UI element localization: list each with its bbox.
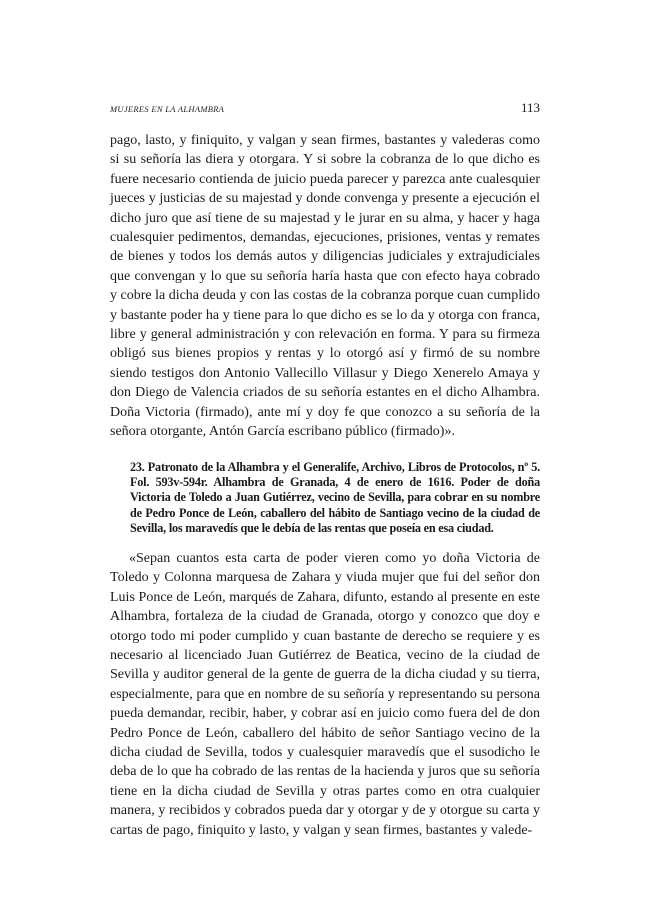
- running-header: [110, 100, 540, 116]
- running-header-title: MUJERES EN LA ALHAMBRA: [110, 104, 225, 114]
- continuation-paragraph-block: [110, 131, 540, 442]
- page-number: 113: [520, 100, 540, 115]
- continuation-paragraph: pago, lasto, y finiquito, y valgan y sean firmes, bastantes y valederas como si su señoría las diera y otorgara. Y si sobre la cobranza de lo que dicho es fuere necesario contienda de juicio pueda parecer y parezca ante cualesquier jueces y justicias de su majestad y donde convenga y presente a ejecución el dicho juro que así tiene de su majestad y le jurar en su alma, y hacer y haga cualesquier pedimentos, demandas, ejecuciones, prisiones, ventas y remates de bienes y todos los demás autos y diligencias judiciales y extrajudiciales que convengan y lo que su señoría haría hasta que con efecto haya cobrado y cobre la dicha deuda y con las costas de la cobranza porque cuan cumplido y bastante poder ha y tiene para lo que dicho es se lo da y otorga con franca, libre y general administración y con relevación en forma. Y para su firmeza obligó sus bienes propios y rentas y lo otorgó así y firmó de su nombre siendo testigos don Antonio Vallecillo Villasur y Diego Xenerelo Amaya y don Diego de Valencia criados de su señoría estantes en el dicho Alhambra. Doña Victoria (firmado), ante mí y doy fe que conozco a su señoría de la señora otorgante, Antón García escribano público (firmado)».: [110, 133, 540, 440]
- document-heading: 23. Patronato de la Alhambra y el Generalife, Archivo, Libros de Protocolos, nº 5. Fol. 593v-594r. Alhambra de Granada, 4 de enero de 1616. Poder de doña Victoria de Toledo a Juan Gutiérrez, vecino de Sevilla, para cobrar en su nombre de Pedro Ponce de León, caballero del hábito de Santiago vecino de la ciudad de Sevilla, los maravedís que le debía de las rentas que poseía en esa ciudad.: [130, 460, 540, 535]
- document-body-block: [110, 549, 540, 840]
- document-body-paragraph: «Sepan cuantos esta carta de poder vieren como yo doña Victoria de Toledo y Colonna marquesa de Zahara y viuda mujer que fui del señor don Luis Ponce de León, marqués de Zahara, difunto, estando al presente en este Alhambra, fortaleza de la ciudad de Granada, otorgo y conozco que doy e otorgo todo mi poder cumplido y cuan bastante de derecho se requiere y es necesario al licenciado Juan Gutiérrez de Beatica, vecino de la ciudad de Sevilla y auditor general de la gente de guerra de la dicha ciudad y su tierra, especialmente, para que en nombre de su señoría y representando su persona pueda demandar, recibir, haber, y cobrar así en juicio como fuera del de don Pedro Ponce de León, caballero del hábito de señor Santiago vecino de la dicha ciudad de Sevilla, todos y cualesquier maravedís que el susodicho le deba de lo que ha cobrado de las rentas de la hacienda y juros que su señoría tiene en la dicha ciudad de Sevilla y otras partes como en otra cualquier manera, y recibidos y cobrados pueda dar y otorgar y de y otorgue su carta y cartas de pago, finiquito y lasto, y valgan y sean firmes, bastantes y valede-: [110, 551, 540, 838]
